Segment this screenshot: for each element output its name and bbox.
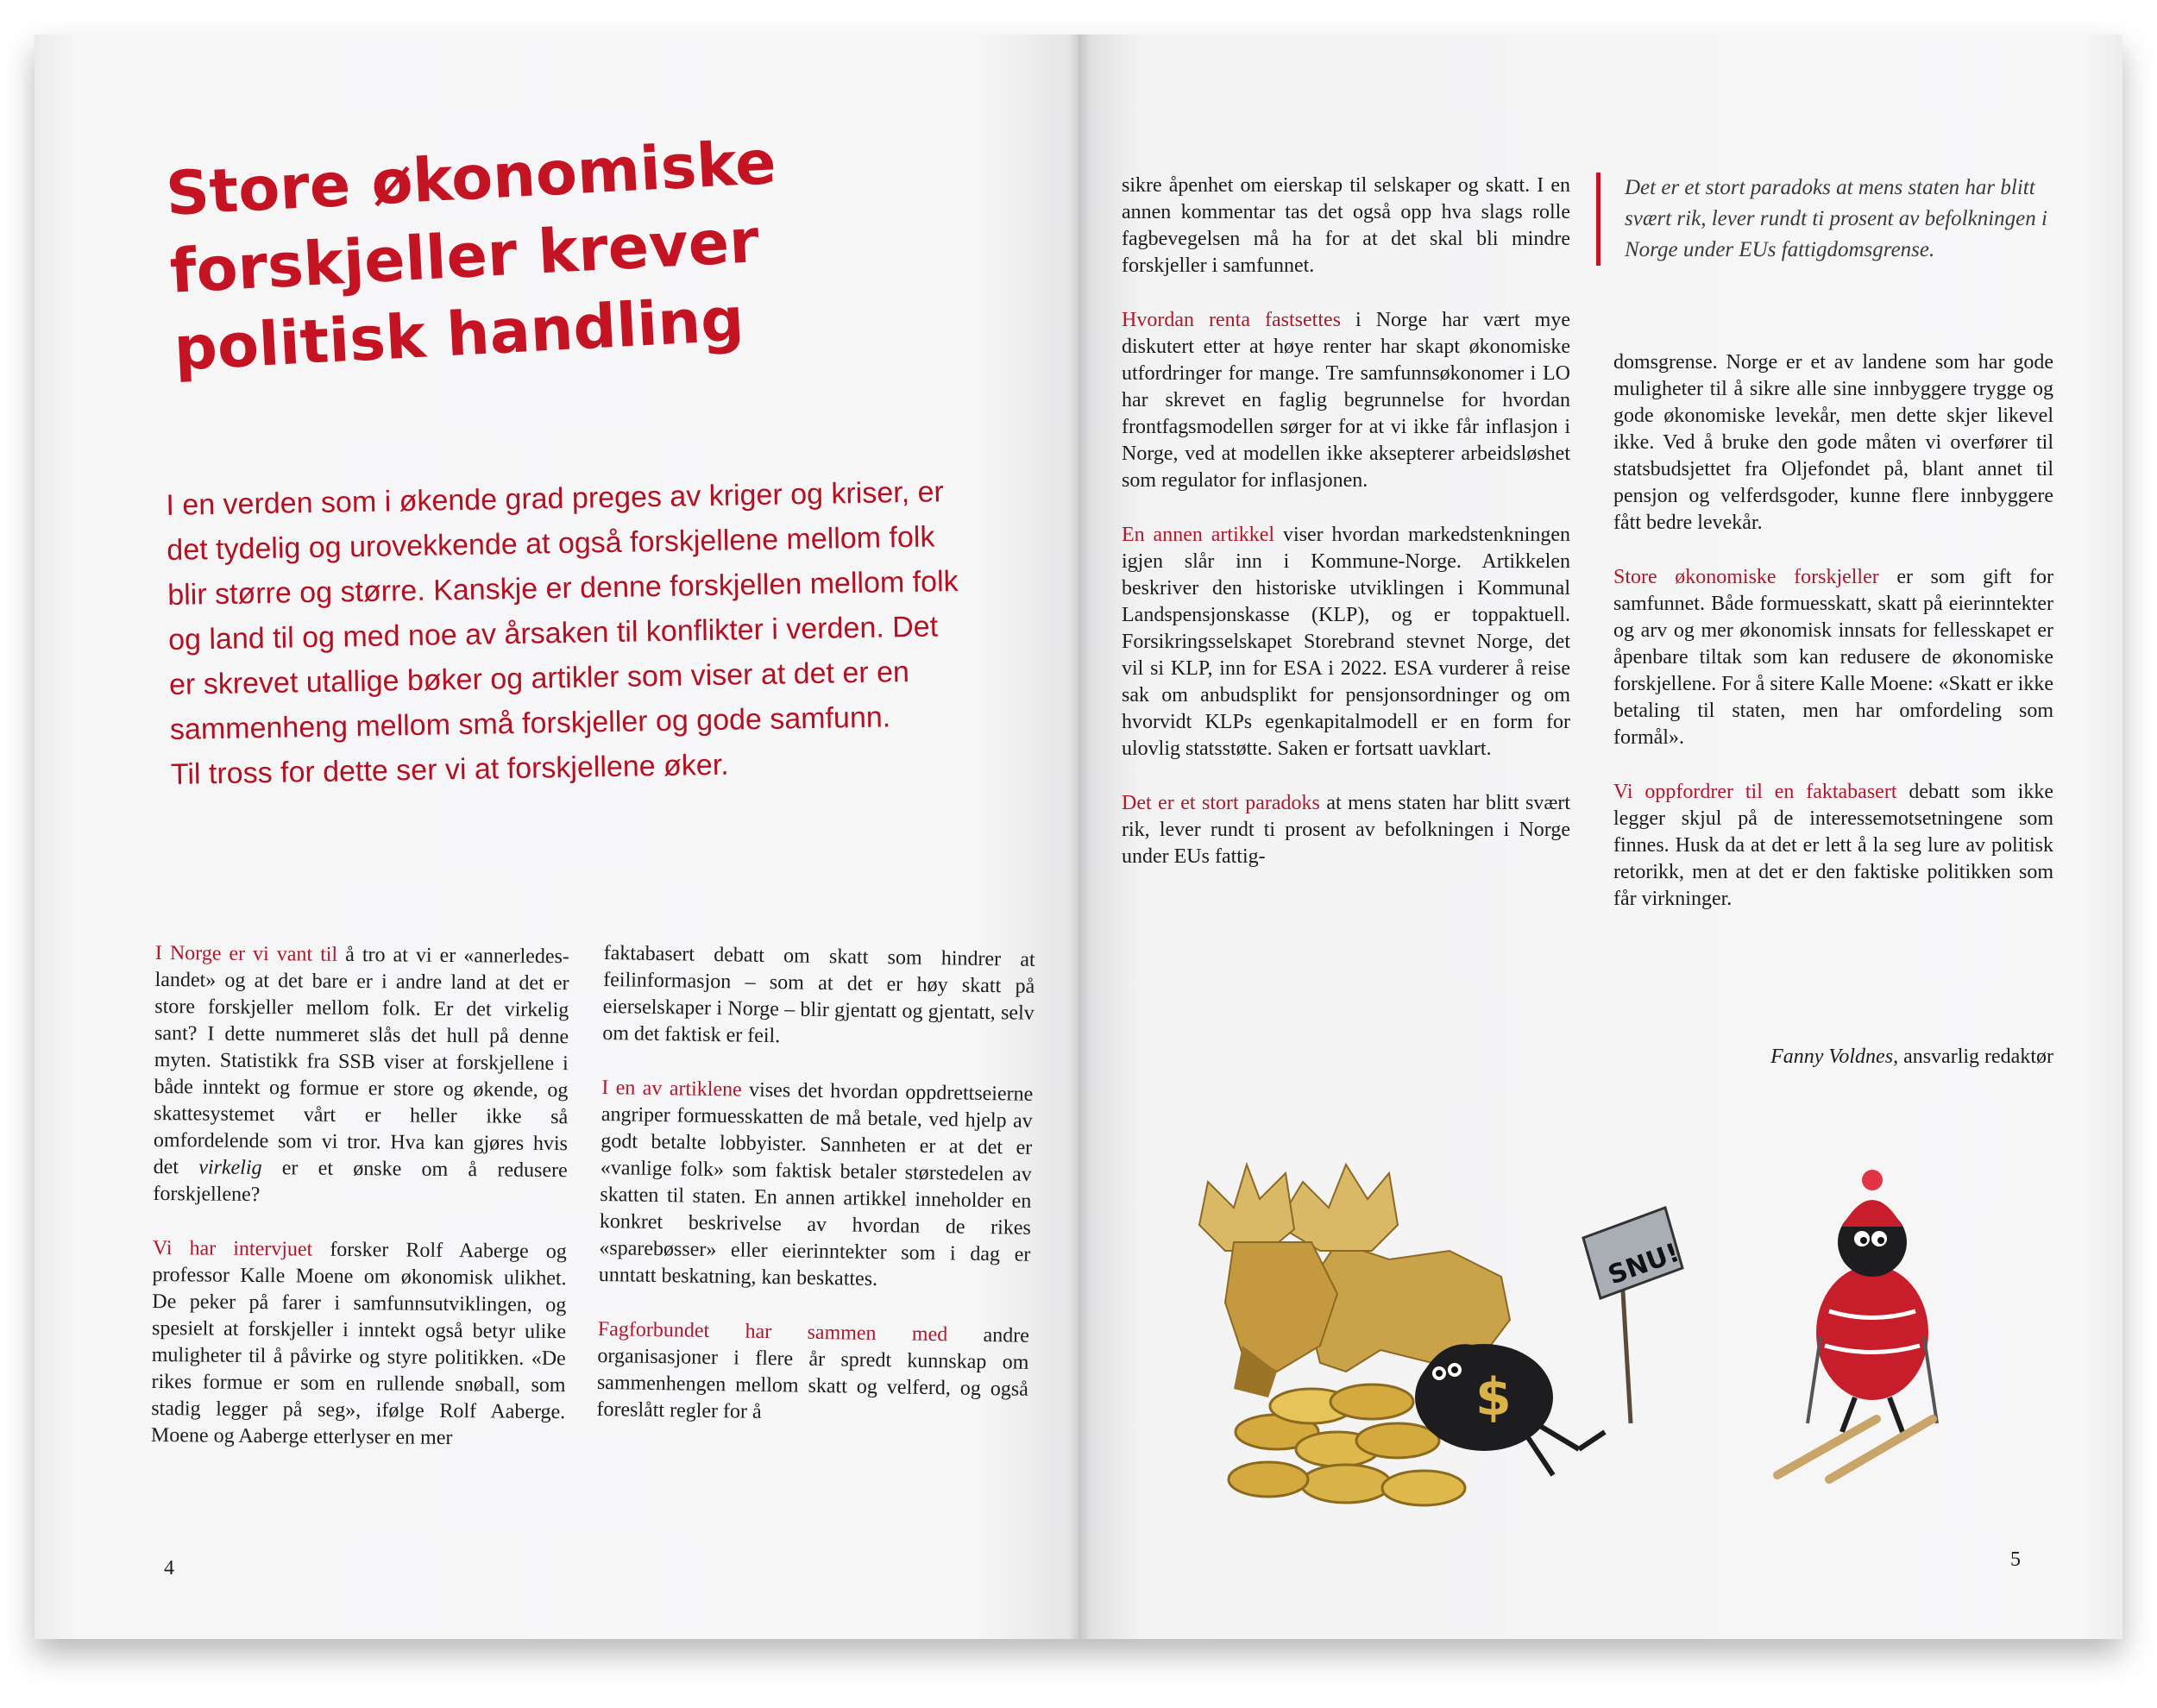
paragraph-text: debatt som ikke legger skjul på de interessemotsetningene som finnes. Husk da at det er lett å la seg lure av politisk retorikk, men at det er den faktiske politikken som får virkninger. (1613, 781, 2054, 910)
paragraph-text: forsker Rolf Aaberge og professor Kalle Moene om økonomisk ulikhet. De peker på farer i samfunnsutviklingen, og spesielt at forskjeller i inntekt også betyr ulike muligheter til å påvirke og styre politikken. «De rikes formue er som en rullende snøball, som stadig legger på seg», ifølge Rolf Aaberge. Moene og Aaberge etterlyser en mer (150, 1238, 567, 1450)
lead-line: og land til og med noe av årsaken til konflikter i verden. Det (167, 610, 939, 656)
body-column-2 (596, 940, 1035, 1458)
emphasis-text: virkelig (198, 1156, 262, 1180)
skier-illustration (1777, 1170, 1937, 1479)
body-column-1 (151, 940, 569, 1480)
lead-line: det tydelig og urovekkende at også forskjellene mellom folk (167, 520, 935, 567)
magazine-spread (35, 35, 2122, 1639)
lead-line: Til tross for dette ser vi at forskjellene øker. (170, 748, 729, 791)
title-line: Store økonomiske (164, 126, 778, 229)
body-paragraph (1122, 790, 1570, 870)
title-line: politisk handling (172, 284, 746, 385)
paragraph-lead-in: Hvordan renta fastsettes (1122, 309, 1341, 331)
paragraph-lead-in: En annen artikkel (1122, 524, 1275, 546)
body-paragraph (1613, 564, 2053, 751)
paragraph-text: er som gift for samfunnet. Både formuesskatt, skatt på eierinntekter og arv og mer økonomisk innsats for fellesskapet er åpenbare tiltak som kan redusere de økonomiske forskjellene. For å sitere Kalle Moene: «Skatt er ikke betaling til staten, men har omfordeling som formål». (1613, 566, 2053, 749)
body-paragraph (1613, 779, 2053, 913)
paragraph-lead-in: Store økonomiske forskjeller (1613, 566, 1879, 588)
left-page (35, 35, 1078, 1639)
paragraph-lead-in: Fagforbundet har sammen med (597, 1317, 948, 1347)
paragraph-lead-in: Vi har intervjuet (152, 1236, 313, 1261)
lead-paragraph (166, 468, 1034, 797)
title-line: forskjeller krever (167, 205, 761, 307)
sign-illustration (1583, 1208, 1683, 1423)
sign-text: SNU! (1604, 1237, 1684, 1291)
spine-shadow (1068, 35, 1091, 1639)
paragraph-text: er et ønske om å redusere forskjellene? (153, 1157, 568, 1207)
lead-line: er skrevet utallige bøker og artikler som viser at det er en (168, 655, 910, 701)
body-paragraph (596, 1316, 1029, 1430)
editor-name: Fanny Voldnes (1770, 1046, 1894, 1068)
lead-line: blir større og større. Kanskje er denne forskjellen mellom folk (167, 564, 959, 612)
article-title (164, 119, 865, 387)
body-column-3 (1122, 173, 1570, 898)
body-paragraph: domsgrense. Norge er et av landene som har gode muligheter til å sikre alle sine innbyggere trygge og gode økonomiske levekår, men dette skjer likevel ikke. Ved å bruke den gode måten vi overfører til statsbudsjettet fra Oljefondet på, blant annet til pensjon og velferdsgoder, kunne flere innbyggere fått bedre levekår. (1613, 351, 2053, 534)
body-paragraph: sikre åpenhet om eierskap til selskaper og skatt. I en annen kommentar tas det også opp hva slags rolle fagbevegelsen må ha for at det skal bli mindre forskjeller i samfunnet. (1122, 174, 1570, 277)
body-paragraph (599, 1075, 1034, 1296)
lead-line: sammenheng mellom små forskjeller og gode samfunn. (169, 700, 891, 746)
illustration (1173, 1147, 2036, 1527)
body-paragraph (153, 940, 569, 1211)
page-number: 4 (164, 1557, 174, 1579)
paragraph-text: at mens staten har blitt svært rik, lever rundt ti prosent av befolkningen i Norge under EUs fattig- (1122, 792, 1570, 868)
body-paragraph (1122, 307, 1570, 494)
pull-quote: Det er et stort paradoks at mens staten har blitt svært rik, lever rundt ti prosent av befolkningen i Norge under EUs fattigdomsgrense. (1596, 173, 2056, 266)
paragraph-lead-in: I en av artiklene (601, 1076, 742, 1102)
money-bag-illustration (1415, 1344, 1605, 1475)
paragraph-lead-in: I Norge er vi vant til (154, 941, 338, 966)
lead-line: I en verden som i økende grad preges av kriger og kriser, er (166, 475, 945, 522)
paragraph-text: å tro at vi er «annerledes-landet» og at det bare er i andre land at det er store forskjeller mellom folk. Er det virkelig sant? I dette nummeret slås det hull på denne myten. Statistikk fra SSB viser at forskjellene i både inntekt og formue er store og økende, og skattesystemet vårt er heller ikke så omfordelende som vi tror. Hva kan gjøres hvis det (153, 943, 569, 1179)
paragraph-text: i Norge har vært mye diskutert etter at høye renter har skapt økonomiske utfordringer for mange. Tre samfunnsøkonomer i LO har skrevet en faglig begrunnelse for hvordan frontfagsmodellen sørger for at vi ikke får inflasjon i Norge, ved at modellen ikke aksepterer arbeidsløshet som regulator for inflasjonen. (1122, 309, 1570, 492)
editor-role: , ansvarlig redaktør (1893, 1046, 2053, 1068)
body-paragraph (151, 1235, 567, 1453)
body-column-4 (1613, 349, 2053, 940)
body-paragraph (1122, 522, 1570, 763)
paragraph-text: vises det hvordan oppdrettseierne angriper formuesskatten de må betale, ved hjelp av godt betalte lobbyister. Sannheten er at det er «vanlige folk» som faktisk betaler størstedelen av skatten til staten. En annen artikkel inneholder en konkret beskrivelse av hvordan de rikes «sparebøsser» eller eierinntekter som i dag er unntatt beskatning, kan beskattes. (598, 1078, 1034, 1291)
paragraph-lead-in: Det er et stort paradoks (1122, 792, 1320, 814)
right-page (1078, 35, 2122, 1639)
dollar-icon: $ (1475, 1367, 1512, 1428)
paragraph-text: viser hvordan markedstenkningen igjen slår inn i Kommune-Norge. Artikkelen beskriver den historiske utviklingen i Kommunal Landspensjonskasse (KLP), og er toppaktuell. Forsikringsselskapet Storebrand stevnet Norge, det vil si KLP, inn for ESA i 2022. ESA vurderer å reise sak om anbudsplikt for pensjonsordninger og om hvorvidt KLPs egenkapitalmodell er en form for ulovlig statsstøtte. Saken er fortsatt uavklart. (1122, 524, 1570, 760)
page-number: 5 (2010, 1548, 2021, 1571)
paragraph-text: andre organisasjoner i flere år spredt kunnskap om sammenhengen mellom skatt og velferd, og også foreslått regler for å (596, 1323, 1030, 1423)
editor-signature (1613, 1044, 2053, 1071)
body-paragraph: faktabasert debatt om skatt som hindrer at feilinformasjon – som at det er høy skatt på eierselskaper i Norge – blir gjentatt og gjentatt, selv om det faktisk er feil. (602, 941, 1035, 1048)
paragraph-lead-in: Vi oppfordrer til en faktabasert (1613, 781, 1897, 803)
